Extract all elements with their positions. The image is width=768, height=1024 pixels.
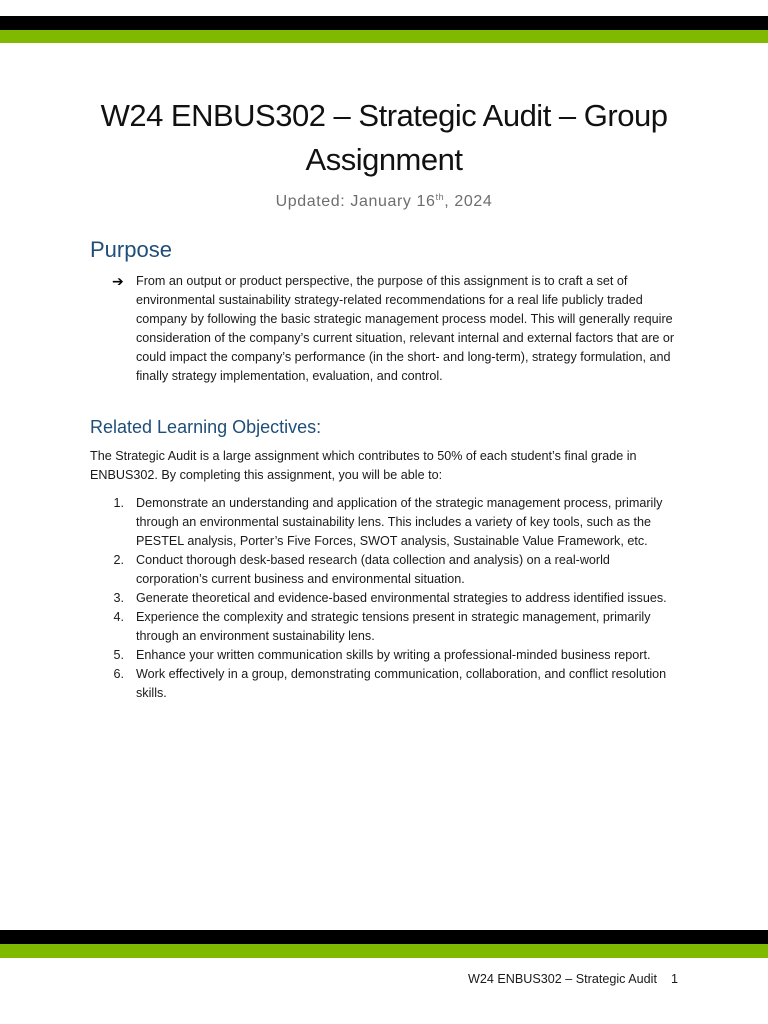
list-item [90,665,680,703]
list-item-number: 3. [113,591,124,605]
right-arrow-icon: ➔ [112,273,124,289]
list-item-text: Demonstrate an understanding and application of the strategic management process, primarily through an environmental sustainability lens. This includes a variety of key tools, such as the PESTEL analysis, Porter’s Five Forces, SWOT analysis, Sustainable Value Framework, etc. [136,496,663,548]
list-item [90,551,680,589]
objectives-list [90,494,680,703]
list-item-text: Work effectively in a group, demonstrating communication, collaboration, and conflict resolution skills. [136,667,667,700]
list-item [90,608,680,646]
list-item-number: 5. [113,648,124,662]
purpose-heading: Purpose [90,237,172,262]
list-item [90,589,680,608]
list-item-number: 4. [113,610,124,624]
footer-band-black [0,930,768,944]
list-item-number: 6. [113,667,124,681]
list-item [90,494,680,551]
header-band-black [0,16,768,30]
footer-band-green [0,944,768,958]
document-title: W24 ENBUS302 – Strategic Audit – Group Assignment [100,98,668,177]
objectives-heading: Related Learning Objectives: [90,417,322,437]
list-item-text: Generate theoretical and evidence-based environmental strategies to address identified issues. [136,591,667,605]
footer-doc-title: W24 ENBUS302 – Strategic Audit [467,972,657,986]
purpose-text: From an output or product perspective, the purpose of this assignment is to craft a set of environmental sustainability strategy-related recommendations for a real life publicly traded company by following the basic strategic management process model. This will generally require consideration of the company’s current situation, relevant internal and external factors that are or could impact the company’s performance (in the short- and long-term), strategy formulation, and finally strategy implementation, evaluation, and control. [136,274,675,383]
list-item-text: Conduct thorough desk-based research (data collection and analysis) on a real-world corporation’s current business and environmental situation. [136,553,610,586]
updated-date-ordinal: th [435,192,445,202]
updated-date [60,186,708,213]
header-band-green [0,30,768,43]
page-number: 1 [670,972,678,986]
updated-date-prefix: Updated: January 16 [275,193,436,210]
list-item-number: 2. [113,553,124,567]
list-item-text: Experience the complexity and strategic tensions present in strategic management, primarily through an environment sustainability lens. [136,610,651,643]
page-footer [400,970,678,988]
updated-date-year: , 2024 [444,193,493,210]
objectives-intro: The Strategic Audit is a large assignment which contributes to 50% of each student’s final grade in ENBUS302. By completing this assignment, you will be able to: [90,449,637,482]
list-item-number: 1. [113,496,124,510]
list-item [90,646,680,665]
list-item-text: Enhance your written communication skills by writing a professional-minded business report. [136,648,651,662]
